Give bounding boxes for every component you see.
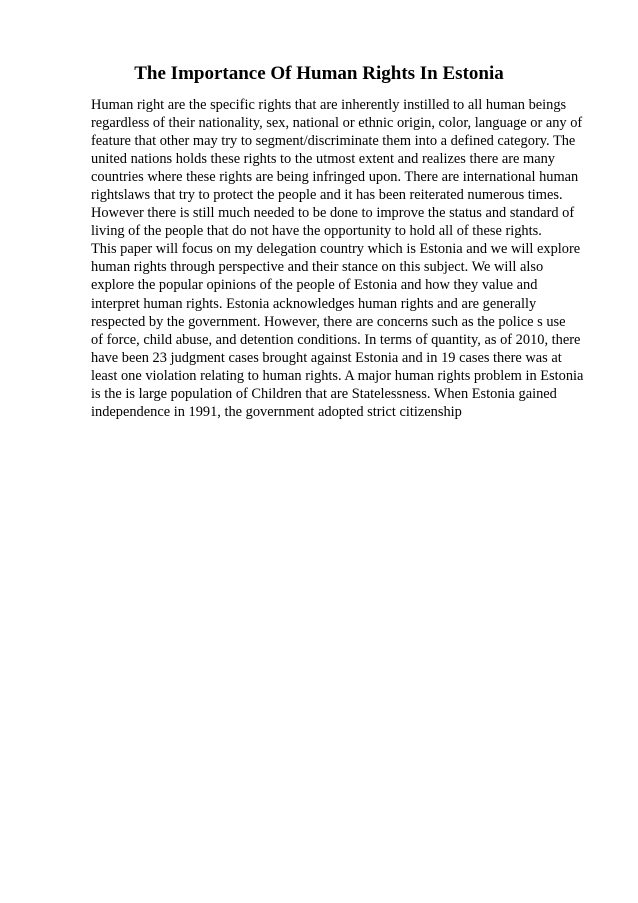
body-line: rightslaws that try to protect the people and it has been reiterated numerous times. (91, 187, 563, 204)
body-line: living of the people that do not have the opportunity to hold all of these rights. (91, 223, 542, 240)
body-line: countries where these rights are being infringed upon. There are international human (91, 169, 579, 186)
body-line: is the is large population of Children that are Statelessness. When Estonia gained (91, 385, 557, 402)
body-line: interpret human rights. Estonia acknowledges human rights and are generally (91, 295, 537, 312)
body-line: have been 23 judgment cases brought against Estonia and in 19 cases there was at (91, 349, 562, 366)
document-title: The Importance Of Human Rights In Estonia (134, 63, 504, 84)
body-line: However there is still much needed to be done to improve the status and standard of (91, 205, 575, 222)
body-line: regardless of their nationality, sex, national or ethnic origin, color, language or any of (91, 115, 583, 132)
body-line: Human right are the specific rights that are inherently instilled to all human beings (91, 97, 567, 113)
body-line: least one violation relating to human rights. A major human rights problem in Estonia (91, 367, 584, 384)
body-line: This paper will focus on my delegation country which is Estonia and we will explore (91, 241, 581, 258)
document-body (91, 96, 591, 421)
body-line: explore the popular opinions of the people of Estonia and how they value and (91, 277, 538, 294)
body-line: of force, child abuse, and detention conditions. In terms of quantity, as of 2010, there (91, 331, 581, 348)
body-line: human rights through perspective and their stance on this subject. We will also (91, 259, 544, 276)
body-line: respected by the government. However, there are concerns such as the police s use (91, 313, 566, 330)
body-line: feature that other may try to segment/discriminate them into a defined category. The (91, 133, 576, 150)
body-line: united nations holds these rights to the utmost extent and realizes there are many (91, 151, 555, 168)
body-line: independence in 1991, the government adopted strict citizenship (91, 403, 462, 420)
